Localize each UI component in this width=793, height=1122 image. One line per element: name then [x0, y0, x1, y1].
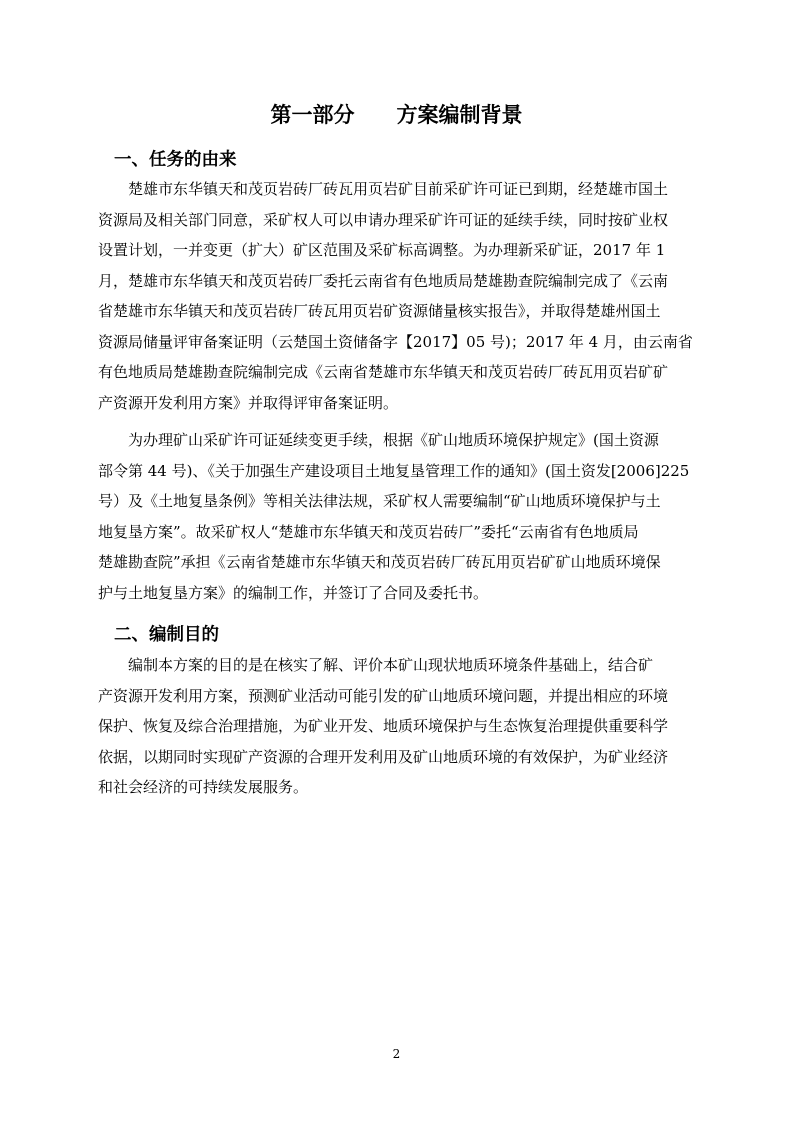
section-heading-purpose: 二、编制目的	[114, 625, 219, 645]
text-line: 月，楚雄市东华镇天和茂页岩砖厂委托云南省有色地质局楚雄勘查院编制完成了《云南	[98, 271, 669, 290]
paragraph-task-origin-2	[98, 425, 698, 608]
text-line: 号）及《土地复垦条例》等相关法律法规，采矿权人需要编制“矿山地质环境保护与土	[98, 492, 661, 510]
section-heading-task-origin: 一、任务的由来	[114, 150, 237, 170]
text-line: 编制本方案的目的是在核实了解、评价本矿山现状地质环境条件基础上，结合矿	[128, 656, 654, 674]
text-line: 地复垦方案”。故采矿权人“楚雄市东华镇天和茂页岩砖厂”委托“云南省有色地质局	[98, 522, 639, 541]
text-line: 有色地质局楚雄勘查院编制完成《云南省楚雄市东华镇天和茂页岩砖厂砖瓦用页岩矿矿	[98, 363, 669, 381]
text-line: 部令第 44 号)、《关于加强生产建设项目土地复垦管理工作的通知》(国土资发[2006]225	[98, 461, 690, 480]
text-line: 资源局及相关部门同意，采矿权人可以申请办理采矿许可证的延续手续，同时按矿业权	[98, 210, 669, 229]
text-line: 护与土地复垦方案》的编制工作，并签订了合同及委托书。	[98, 583, 489, 602]
text-line: 省楚雄市东华镇天和茂页岩砖厂砖瓦用页岩矿资源储量核实报告》，并取得楚雄州国土	[98, 302, 661, 320]
text-line: 为办理矿山采矿许可证延续变更手续，根据《矿山地质环境保护规定》(国土资源	[128, 431, 659, 449]
text-line: 依据，以期同时实现矿产资源的合理开发利用及矿山地质环境的有效保护，为矿业经济	[98, 747, 669, 766]
text-line: 楚雄市东华镇天和茂页岩砖厂砖瓦用页岩矿目前采矿许可证已到期，经楚雄市国土	[128, 180, 669, 198]
paragraph-task-origin-1	[98, 174, 698, 418]
paragraph-purpose-1	[98, 650, 698, 803]
text-line: 楚雄勘查院”承担《云南省楚雄市东华镇天和茂页岩砖厂砖瓦用页岩矿矿山地质环境保	[98, 553, 661, 571]
page-number: 2	[392, 1047, 401, 1061]
text-line: 资源局储量评审备案证明（云楚国土资储备字【2017】05 号)；2017 年 4 月，由云南省	[98, 332, 693, 351]
text-line: 和社会经济的可持续发展服务。	[98, 778, 309, 796]
text-line: 保护、恢复及综合治理措施，为矿业开发、地质环境保护与生态恢复治理提供重要科学	[98, 717, 669, 735]
text-line: 设置计划，一并变更（扩大）矿区范围及采矿标高调整。为办理新采矿证，2017 年 1	[98, 241, 666, 259]
text-line: 产资源开发利用方案》并取得评审备案证明。	[98, 393, 399, 412]
text-line: 产资源开发利用方案，预测矿业活动可能引发的矿山地质环境问题，并提出相应的环境	[98, 686, 669, 705]
part-title: 第一部分 方案编制背景	[270, 103, 523, 127]
